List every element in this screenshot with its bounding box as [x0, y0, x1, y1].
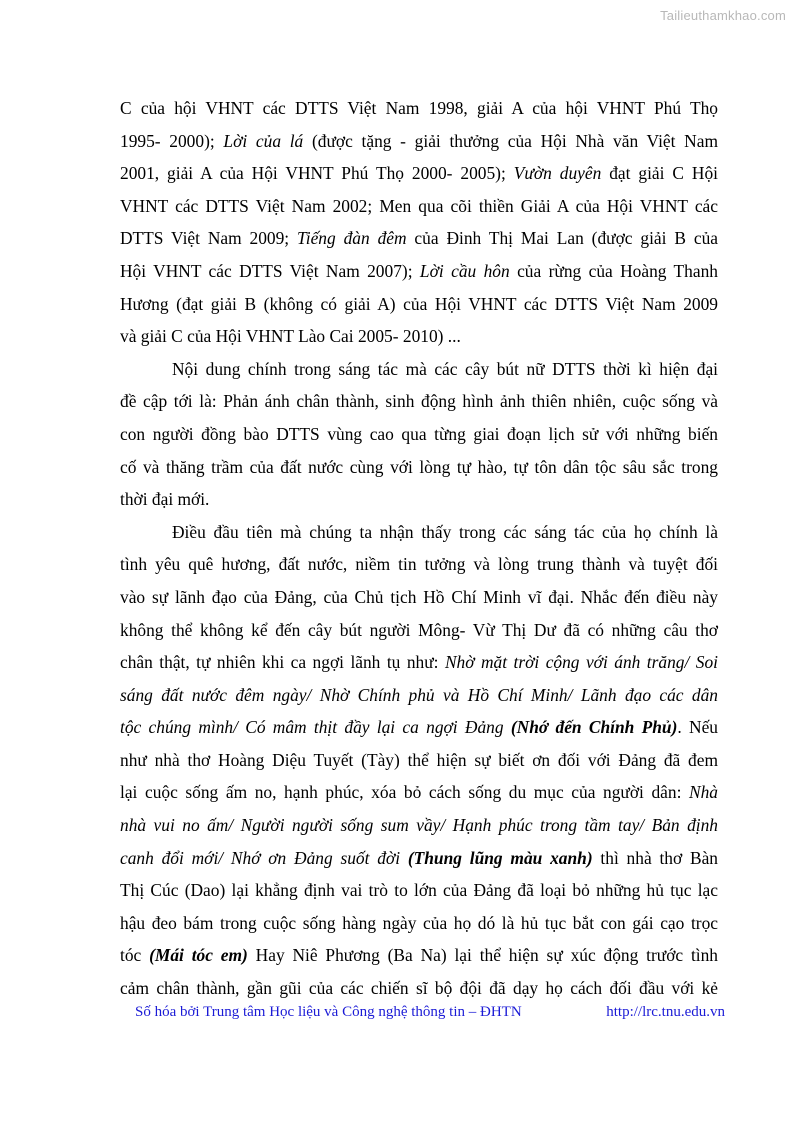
footer-url-link[interactable]: http://lrc.tnu.edu.vn [606, 1004, 725, 1020]
text-run: của rừng của Hoàng Thanh [509, 260, 718, 281]
text-line [120, 809, 718, 842]
text-run: Hội VHNT các DTTS Việt Nam 2007); [120, 260, 420, 281]
italic-run: tộc chúng mình/ Có mâm thịt đầy lại ca ngợi Đảng [120, 717, 511, 738]
text-run: thời đại mới. [120, 489, 210, 510]
paragraph-p3 [120, 516, 718, 1005]
text-run: VHNT các DTTS Việt Nam 2002; Men qua cõi thiền Giải A của Hội VHNT các [120, 195, 718, 216]
italic-run: Lời cầu hôn [419, 260, 510, 281]
text-line [120, 157, 718, 190]
text-run: 1995- 2000); [120, 130, 224, 151]
text-run: DTTS Việt Nam 2009; [120, 228, 298, 249]
text-line [120, 255, 718, 288]
document-body [120, 92, 718, 1005]
text-run: của Đinh Thị Mai Lan (được giải B của [406, 228, 718, 249]
text-line [120, 776, 718, 809]
text-run: không thể không kể đến cây bút người Mông- Vừ Thị Dư đã có những câu thơ [120, 619, 718, 640]
text-line [120, 190, 718, 223]
text-run: 2001, giải A của Hội VHNT Phú Thọ 2000- 2005); [120, 163, 514, 184]
text-line [120, 842, 718, 875]
watermark-text: Tailieuthamkhao.com [660, 8, 786, 23]
bold-italic-title: (Nhớ đến Chính Phủ) [510, 717, 678, 738]
text-run: chân thật, tự nhiên khi ca ngợi lãnh tụ như: [120, 652, 445, 673]
italic-run: Vườn duyên [513, 163, 602, 184]
text-line [120, 125, 718, 158]
text-run: đạt giải C Hội [601, 163, 718, 184]
text-run: Hương (đạt giải B (không có giải A) của Hội VHNT các DTTS Việt Nam 2009 [120, 293, 718, 314]
text-run: Điều đầu tiên mà chúng ta nhận thấy trong các sáng tác của họ chính là [172, 521, 718, 542]
text-run: tóc [120, 945, 150, 966]
text-line [120, 483, 718, 516]
text-line [120, 385, 718, 418]
text-run: Nội dung chính trong sáng tác mà các cây bút nữ DTTS thời kì hiện đại [172, 358, 718, 379]
text-line [120, 679, 718, 712]
text-line [120, 418, 718, 451]
footer-left-text: Số hóa bởi Trung tâm Học liệu và Công nghệ thông tin – ĐHTN [135, 1004, 522, 1020]
italic-run: Tiếng đàn đêm [297, 228, 407, 249]
text-line [120, 451, 718, 484]
text-run: tình yêu quê hương, đất nước, niềm tin tưởng và lòng trung thành và tuyệt đối [120, 554, 718, 575]
text-run: . Nếu [677, 717, 718, 738]
text-line [120, 972, 718, 1005]
paragraph-p2 [120, 353, 718, 516]
text-line [120, 92, 718, 125]
text-run: đề cập tới là: Phản ánh chân thành, sinh động hình ảnh thiên nhiên, cuộc sống và [120, 391, 718, 412]
text-line [120, 288, 718, 321]
text-run: con người đồng bào DTTS vùng cao qua từng giai đoạn lịch sử với những biến [120, 423, 718, 444]
text-line [120, 646, 718, 679]
text-line [120, 614, 718, 647]
italic-run: Nhờ mặt trời cộng với ánh trăng/ Soi [444, 652, 718, 673]
text-run: lại cuộc sống ấm no, hạnh phúc, xóa bỏ cách sống du mục của người dân: [120, 782, 689, 803]
text-run: như nhà thơ Hoàng Diệu Tuyết (Tày) thể hiện sự biết ơn đối với Đảng đã đem [120, 749, 718, 770]
page-footer [135, 1004, 725, 1021]
text-line [120, 907, 718, 940]
text-line [120, 548, 718, 581]
italic-run: nhà vui no ấm/ Người người sống sum vầy/ Hạnh phúc trong tầm tay/ Bản định [120, 815, 718, 836]
text-run: cảm chân thành, gần gũi của các chiến sĩ bộ đội đã dạy họ cách đối đầu với kẻ [120, 978, 718, 999]
text-line [120, 222, 718, 255]
italic-run: canh đổi mới/ Nhớ ơn Đảng suốt đời [120, 847, 408, 868]
paragraph-p1 [120, 92, 718, 353]
text-run: (được tặng - giải thưởng của Hội Nhà văn Việt Nam [303, 130, 718, 151]
text-line [120, 711, 718, 744]
text-line [120, 516, 718, 549]
text-line [120, 320, 718, 353]
bold-italic-title: (Thung lũng màu xanh) [407, 847, 593, 868]
text-line [120, 874, 718, 907]
text-line [120, 939, 718, 972]
text-run: và giải C của Hội VHNT Lào Cai 2005- 2010) ... [120, 326, 461, 347]
italic-run: Nhà [689, 782, 718, 803]
text-run: C của hội VHNT các DTTS Việt Nam 1998, giải A của hội VHNT Phú Thọ [120, 98, 718, 118]
text-line [120, 744, 718, 777]
text-line [120, 581, 718, 614]
italic-run: Lời của lá [223, 130, 304, 151]
text-run: vào sự lãnh đạo của Đảng, của Chủ tịch Hồ Chí Minh vĩ đại. Nhắc đến điều này [120, 586, 718, 607]
italic-run: sáng đất nước đêm ngày/ Nhờ Chính phủ và Hồ Chí Minh/ Lãnh đạo các dân [120, 684, 718, 705]
text-run: hậu đeo bám trong cuộc sống hàng ngày của họ dó là hủ tục bắt con gái cạo trọc [120, 912, 718, 933]
bold-italic-title: (Mái tóc em) [149, 945, 248, 966]
text-run: Thị Cúc (Dao) lại khẳng định vai trò to lớn của Đảng đã loại bỏ những hủ tục lạc [120, 880, 718, 901]
text-run: Hay Niê Phương (Ba Na) lại thể hiện sự xúc động trước tình [247, 945, 718, 966]
text-run: cố và thăng trầm của đất nước cùng với lòng tự hào, tự tôn dân tộc sâu sắc trong [120, 456, 718, 477]
text-line [120, 353, 718, 386]
text-run: thì nhà thơ Bàn [592, 847, 718, 868]
